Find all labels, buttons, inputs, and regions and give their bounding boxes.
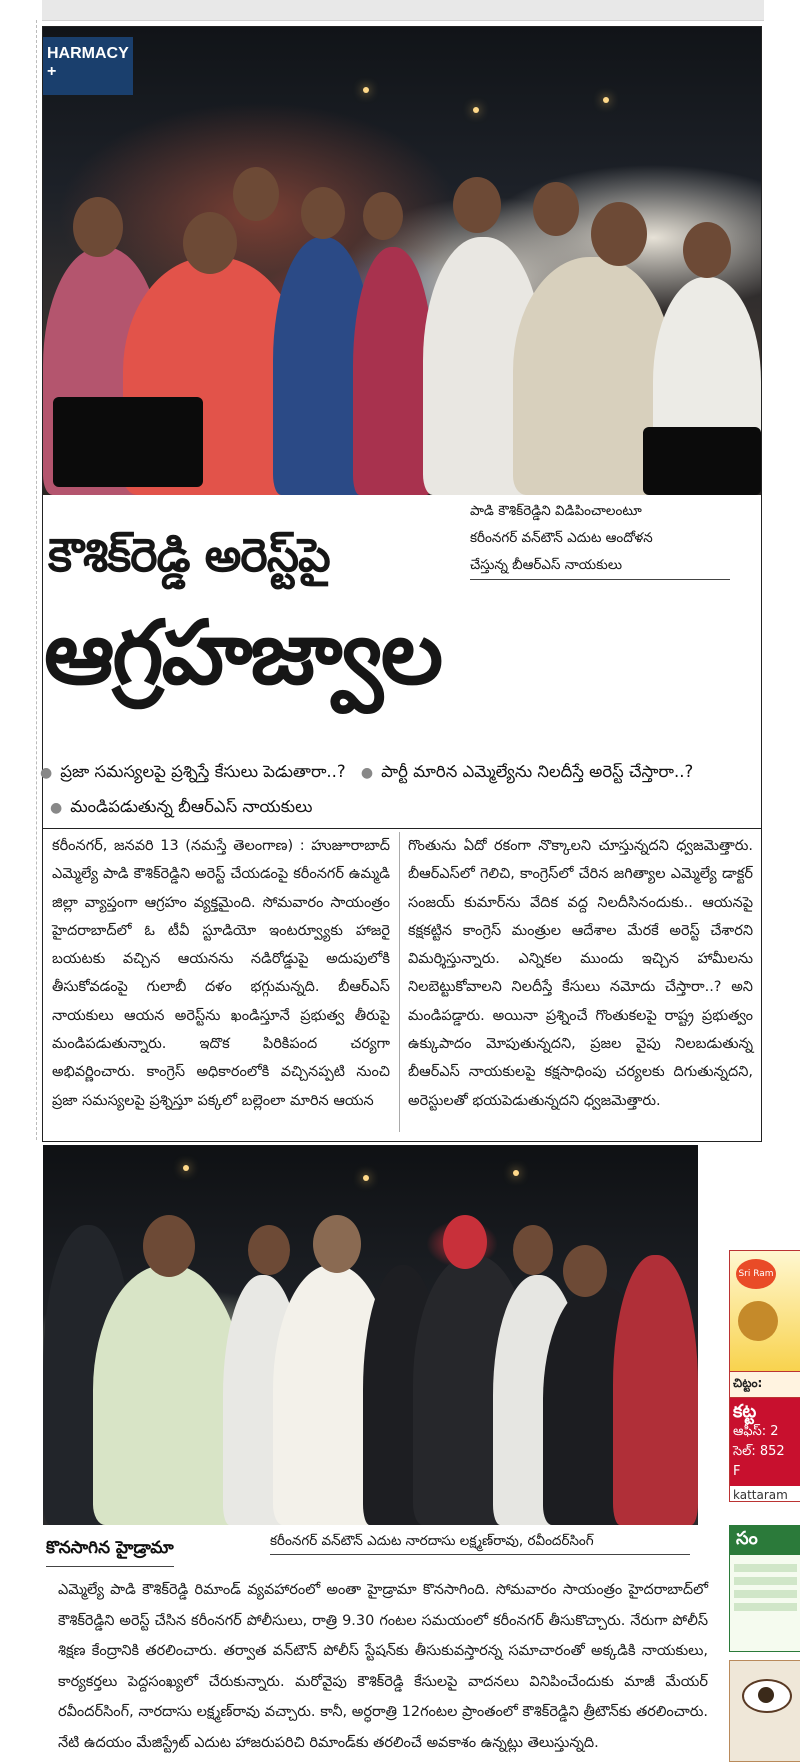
face [363, 192, 403, 240]
ad-contact [730, 1398, 800, 1486]
person [613, 1255, 698, 1525]
highlight-text: ప్రజా సమస్యలపై ప్రశ్నిస్తే కేసులు పెడుతారా..? [60, 762, 346, 781]
ad-line [734, 1603, 797, 1611]
caption-line: చేస్తున్న బీఆర్‌ఎస్ నాయకులు [470, 557, 623, 573]
leaders-photo [43, 1145, 698, 1525]
side-ad-eye [729, 1660, 800, 1762]
story2-subhead: కొనసాగిన హైడ్రామా [46, 1538, 174, 1567]
face [591, 202, 647, 266]
side-ad-2 [729, 1525, 800, 1652]
face [513, 1225, 553, 1275]
ad-line [734, 1590, 797, 1598]
bullet-icon: ● [360, 765, 374, 781]
section-divider [42, 828, 762, 829]
face [453, 177, 501, 233]
article-column-2: గొంతును ఏదో రకంగా నొక్కాలని చూస్తున్నదని ధ్వజమెత్తారు. బీఆర్‌ఎస్‌లో గెలిచి, కాంగ్రెస్‌లో చేరిన జగిత్యాల ఎమ్మెల్యే డాక్టర్ సంజయ్ కుమార్‌ను వేదిక వద్ద నిలదీసినందుకు.. ఆయనపై కక్షకట్టిన కాంగ్రెస్ మంత్రుల ఆదేశాల మేరకే అరెస్ట్ చేశారని విమర్శిస్తున్నారు. ఎన్నికల ముందు ఇచ్చిన హామీలను నిలబెట్టుకోవాలని నిలదీస్తే కేసులు నమోదు చేస్తారా..? అని మండిపడ్డారు. అయినా ప్రశ్నించే గొంతుకలపై రాష్ట్ర ప్రభుత్వం ఉక్కుపాదం మోపుతున్నదని, ప్రజల వైపు నిలబడుతున్న బీఆర్‌ఎస్ నాయకులపై కక్షసాధింపు చర్యలకు దిగుతున్నదని, అరెస్టులతో భయపెడుతున్నదని ధ్వజమెత్తారు. [408, 838, 753, 1109]
highlight-text: పార్టీ మారిన ఎమ్మెల్యేను నిలదీస్తే అరెస్ట్ చేస్తారా..? [381, 762, 694, 781]
highlight-item [40, 762, 346, 781]
side-ad-kattaram [729, 1250, 800, 1502]
person [353, 247, 433, 495]
face [533, 182, 579, 236]
bullet-icon: ● [50, 800, 63, 816]
column-rule [36, 20, 38, 1140]
pot-icon [738, 1301, 778, 1341]
caption-line: పాడి కౌశిక్‌రెడ్డిని విడిపించాలంటూ [470, 503, 642, 519]
face [683, 222, 731, 278]
face [73, 197, 123, 257]
article-column-1: కరీంనగర్, జనవరి 13 (నమస్తే తెలంగాణ) : హుజూరాబాద్ ఎమ్మెల్యే పాడి కౌశిక్‌రెడ్డిని అరెస్ట్ చేయడంపై కరీంనగర్ ఉమ్మడి జిల్లా వ్యాప్తంగా ఆగ్రహం వ్యక్తమైంది. సోమవారం సాయంత్రం హైదరాబాద్‌లో ఓ టీవీ స్టూడియో ఇంటర్వ్యూకు హాజరై బయటకు వచ్చిన ఆయనను నడిరోడ్డుపై అదుపులోకి తీసుకోవడంపై గులాబీ దళం భగ్గుమన్నది. బీఆర్‌ఎస్ నాయకులు ఆయన అరెస్ట్‌ను ఖండిస్తూనే ప్రభుత్వ తీరుపై మండిపడుతున్నారు. ఇదొక పిరికిపంద చర్యగా అభివర్ణించారు. కాంగ్రెస్ అధికారంలోకి వచ్చినప్పటి నుంచి ప్రజా సమస్యలపై ప్రశ్నిస్తూ పక్కలో బల్లెంలా మారిన ఆయన [52, 838, 390, 1109]
protest-photo [43, 27, 761, 495]
face [183, 212, 237, 274]
ad-logo: Sri Ram [736, 1259, 776, 1289]
story2-body: ఎమ్మెల్యే పాడి కౌశిక్‌రెడ్డి రిమాండ్ వ్యవహారంలో అంతా హైడ్రామా కొనసాగింది. సోమవారం సాయంత్రం హైదరాబాద్‌లో కౌశిక్‌రెడ్డిని అరెస్ట్ చేసిన కరీంనగర్ పోలీసులు, రాత్రి 9.30 గంటల సమయంలో కరీంనగర్ తీసుకొచ్చారు. నేరుగా పోలీస్ శిక్షణ కేంద్రానికి తరలించారు. తర్వాత వన్‌టౌన్ పోలీస్ స్టేషన్‌కు తీసుకువస్తారన్న సమాచారంతో అక్కడికి నాయకులు, కార్యకర్తలు పెద్దసంఖ్యలో చేరుకున్నారు. మరోవైపు కౌశిక్‌రెడ్డి కేసులపై వాదనలు వినిపించేందుకు మాజీ మేయర్ రవీందర్‌సింగ్, నారదాసు లక్ష్మణ్‌రావు వచ్చారు. కానీ, అర్ధరాత్రి 12గంటల ప్రాంతంలో కౌశిక్‌రెడ్డిని త్రీటౌన్‌కు తరలించారు. నేటి ఉదయం మేజిస్ట్రేట్ ఎదుట హాజరుపరిచి రిమాండ్‌కు తరలించే అవకాశం ఉన్నట్లు తెలుస్తున్నది. [58, 1582, 708, 1751]
ad-body [730, 1555, 800, 1620]
turban [443, 1215, 487, 1269]
highlight-item [50, 797, 313, 816]
street-light [473, 107, 479, 113]
face [143, 1215, 195, 1277]
ad-title: కట్ట [733, 1401, 757, 1422]
ad-band: చిట్టం: [730, 1371, 800, 1398]
ad-letter: F [733, 1464, 741, 1479]
photo2-caption: కరీంనగర్ వన్‌టౌన్ ఎదుట నారదాసు లక్ష్మణ్‌రావు, రవీందర్‌సింగ్ [270, 1528, 690, 1555]
caption-line: కరీంనగర్ వన్‌టౌన్ ఎదుట ఆందోళన [470, 530, 653, 546]
face [248, 1225, 290, 1275]
camera-silhouette [53, 397, 203, 487]
headline-line2: ఆగ్రహజ్వాల [44, 601, 442, 704]
ad-line [734, 1577, 797, 1585]
highlights-list [40, 755, 750, 825]
ad-cell: సెల్: 852 [733, 1444, 785, 1459]
face [563, 1245, 607, 1297]
street-light [363, 1175, 369, 1181]
person [93, 1265, 243, 1525]
ad-website: kattaram [733, 1488, 788, 1502]
photo1-caption [470, 498, 730, 580]
ad-banner [730, 1251, 800, 1371]
bullet-icon: ● [40, 765, 53, 781]
face [233, 167, 279, 221]
street-light [363, 87, 369, 93]
page-top-bar [42, 0, 764, 21]
street-light [603, 97, 609, 103]
ad-line [734, 1564, 797, 1572]
face [301, 187, 345, 239]
highlight-text: మండిపడుతున్న బీఆర్‌ఎస్ నాయకులు [70, 797, 313, 816]
street-light [183, 1165, 189, 1171]
camera-silhouette [643, 427, 761, 495]
headline-line1: కౌశిక్‌రెడ్డి అరెస్ట్‌పై [48, 528, 330, 582]
ad-title: సం [730, 1526, 800, 1555]
eye-icon [742, 1679, 792, 1713]
face [313, 1215, 361, 1273]
column-rule [399, 832, 400, 1132]
street-light [513, 1170, 519, 1176]
ad-office: ఆఫీస్: 2 [733, 1424, 779, 1439]
pharmacy-sign: HARMACY + [43, 37, 133, 95]
highlight-item [361, 762, 693, 781]
